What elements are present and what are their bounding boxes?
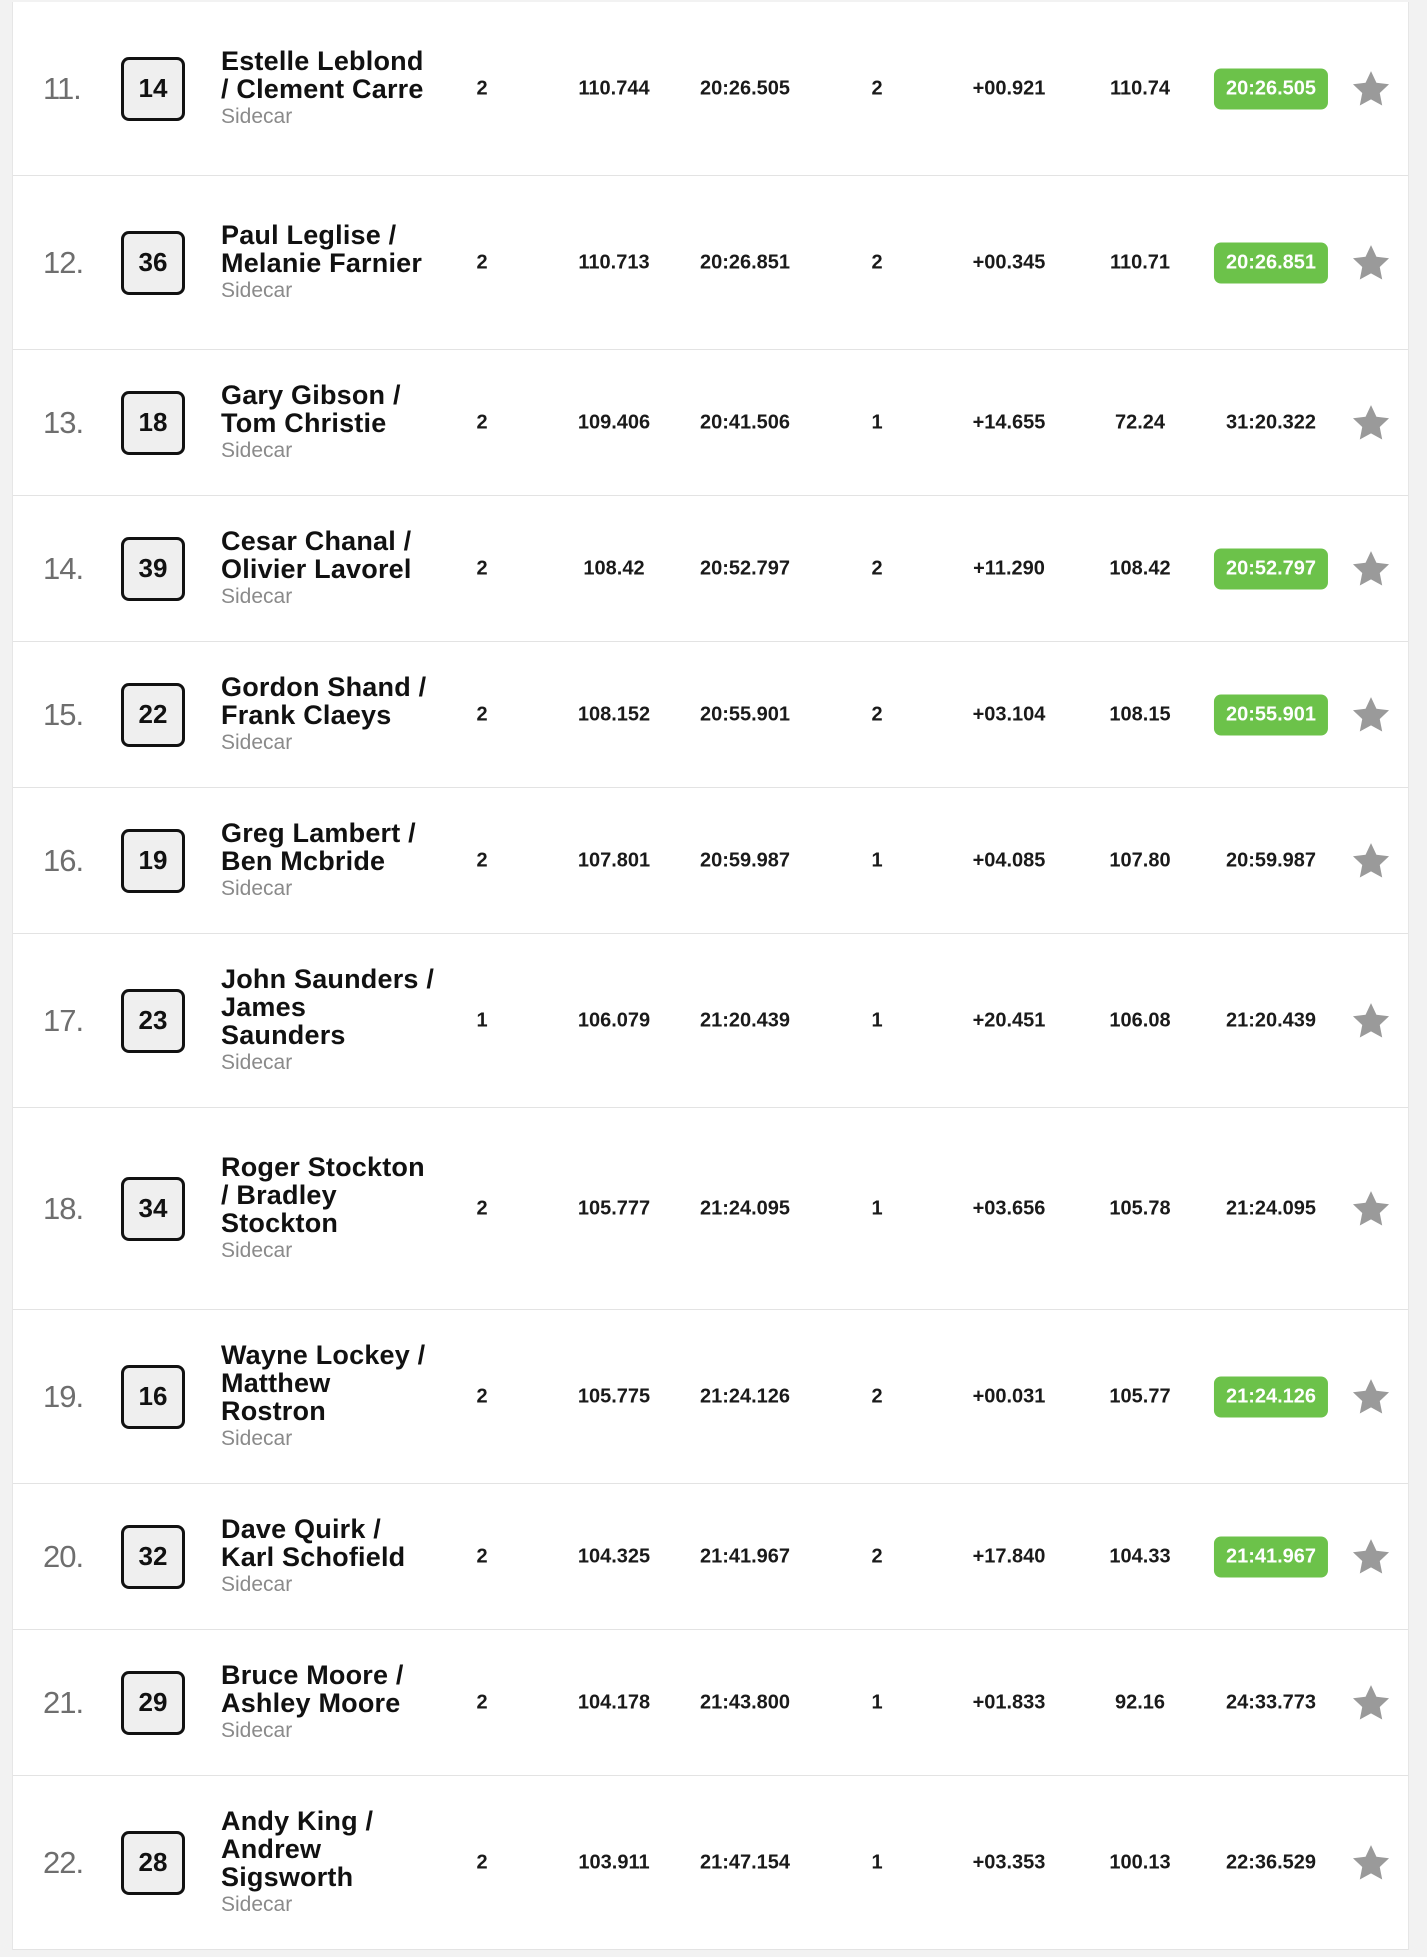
average-speed: 108.42 <box>583 557 645 579</box>
average-speed: 109.406 <box>577 411 651 433</box>
star-icon[interactable] <box>1350 1536 1392 1578</box>
rider-class: Sidecar <box>221 278 293 302</box>
race-time: 21:41.967 <box>699 1545 791 1567</box>
race-number: 36 <box>138 247 168 277</box>
rider-name[interactable]: Gary Gibson / Tom Christie <box>221 379 401 438</box>
rider-class: Sidecar <box>221 1718 293 1742</box>
star-icon[interactable] <box>1350 68 1392 110</box>
rider-info <box>221 965 436 1077</box>
laps: 2 <box>476 703 488 725</box>
gap: +11.290 <box>973 557 1045 579</box>
laps: 2 <box>476 251 488 273</box>
star-icon[interactable] <box>1350 840 1392 882</box>
race-time: 20:55.901 <box>699 703 791 725</box>
best-lap-number: 1 <box>871 1197 883 1219</box>
rider-name[interactable]: Estelle Leblond / Clement Carre <box>221 45 424 104</box>
rider-class: Sidecar <box>221 438 293 462</box>
race-number-badge <box>121 1525 185 1589</box>
star-icon[interactable] <box>1350 1188 1392 1230</box>
position: 21. <box>43 1684 84 1720</box>
rider-name[interactable]: John Saunders / James Saunders <box>221 963 435 1050</box>
best-lap-number: 1 <box>871 1691 883 1713</box>
position: 14. <box>43 550 84 586</box>
rider-class: Sidecar <box>221 584 293 608</box>
rider-info <box>221 221 436 305</box>
star-icon[interactable] <box>1350 242 1392 284</box>
best-lap-number: 2 <box>871 1545 883 1567</box>
gap: +00.031 <box>972 1385 1046 1407</box>
position: 18. <box>43 1190 84 1226</box>
position: 17. <box>43 1002 84 1038</box>
laps: 2 <box>476 77 488 99</box>
best-lap-number: 2 <box>871 703 883 725</box>
average-speed: 105.777 <box>577 1197 651 1219</box>
table-row[interactable] <box>13 176 1408 350</box>
rider-name[interactable]: Roger Stockton / Bradley Stockton <box>221 1151 425 1238</box>
best-lap-number: 1 <box>871 411 883 433</box>
best-lap-time: 22:36.529 <box>1225 1851 1317 1873</box>
best-lap-speed: 107.80 <box>1109 849 1171 871</box>
best-lap-time: 31:20.322 <box>1225 411 1317 433</box>
best-lap-number: 1 <box>871 1851 883 1873</box>
race-number-badge <box>121 391 185 455</box>
race-number: 18 <box>138 407 168 437</box>
best-lap-number: 1 <box>871 1009 883 1031</box>
best-lap-speed: 108.15 <box>1109 703 1171 725</box>
average-speed: 110.713 <box>578 251 650 273</box>
table-row[interactable] <box>13 1630 1408 1776</box>
gap: +00.921 <box>972 77 1046 99</box>
rider-class: Sidecar <box>221 104 293 128</box>
best-lap-number: 2 <box>871 77 883 99</box>
best-lap-time-badge: 21:24.126 <box>1214 1376 1328 1417</box>
gap: +17.840 <box>972 1545 1046 1567</box>
average-speed: 104.325 <box>577 1545 651 1567</box>
average-speed: 104.178 <box>577 1691 651 1713</box>
gap: +01.833 <box>972 1691 1046 1713</box>
best-lap-time-badge: 20:52.797 <box>1214 548 1328 589</box>
rider-info <box>221 1153 436 1265</box>
race-number: 29 <box>138 1687 168 1717</box>
position: 16. <box>43 842 84 878</box>
race-number-badge <box>121 1177 185 1241</box>
best-lap-number: 2 <box>871 557 883 579</box>
average-speed: 107.801 <box>577 849 651 871</box>
race-time: 21:43.800 <box>699 1691 791 1713</box>
race-number: 39 <box>138 553 168 583</box>
rider-info <box>221 1341 436 1453</box>
race-time: 21:20.439 <box>699 1009 791 1031</box>
best-lap-speed: 100.13 <box>1109 1851 1171 1873</box>
table-row[interactable] <box>13 1484 1408 1630</box>
rider-class: Sidecar <box>221 1426 293 1450</box>
best-lap-time-badge: 20:55.901 <box>1214 694 1328 735</box>
race-number-badge <box>121 1365 185 1429</box>
race-number: 19 <box>138 845 168 875</box>
best-lap-speed: 110.74 <box>1109 77 1171 99</box>
average-speed: 110.744 <box>578 77 650 99</box>
results-table <box>12 2 1409 1950</box>
rider-info <box>221 1661 436 1745</box>
gap: +04.085 <box>972 849 1046 871</box>
position: 12. <box>43 244 84 280</box>
laps: 2 <box>476 1851 488 1873</box>
gap: +00.345 <box>972 251 1046 273</box>
table-row[interactable] <box>13 1108 1408 1310</box>
table-row[interactable] <box>13 350 1408 496</box>
best-lap-speed: 72.24 <box>1114 411 1166 433</box>
laps: 2 <box>476 557 488 579</box>
gap: +14.655 <box>972 411 1046 433</box>
star-icon[interactable] <box>1350 1000 1392 1042</box>
rider-class: Sidecar <box>221 1892 293 1916</box>
table-row[interactable] <box>13 642 1408 788</box>
rider-info <box>221 673 436 757</box>
average-speed: 106.079 <box>577 1009 651 1031</box>
race-number: 28 <box>138 1847 168 1877</box>
race-number-badge <box>121 1671 185 1735</box>
table-row[interactable] <box>13 496 1408 642</box>
star-icon[interactable] <box>1350 548 1392 590</box>
race-number-badge <box>121 683 185 747</box>
race-number: 34 <box>138 1193 168 1223</box>
best-lap-speed: 108.42 <box>1109 557 1171 579</box>
race-time: 20:26.505 <box>699 77 791 99</box>
gap: +03.656 <box>972 1197 1046 1219</box>
rider-class: Sidecar <box>221 730 293 754</box>
position: 15. <box>43 696 84 732</box>
table-row[interactable] <box>13 2 1408 176</box>
laps: 2 <box>476 1385 488 1407</box>
star-icon[interactable] <box>1350 402 1392 444</box>
race-time: 21:24.126 <box>699 1385 791 1407</box>
position: 19. <box>43 1378 84 1414</box>
laps: 2 <box>476 1691 488 1713</box>
laps: 2 <box>476 1197 488 1219</box>
laps: 2 <box>476 411 488 433</box>
gap: +20.451 <box>972 1009 1046 1031</box>
race-time: 20:59.987 <box>699 849 791 871</box>
laps: 1 <box>476 1009 488 1031</box>
race-number-badge <box>121 231 185 295</box>
best-lap-time-badge: 20:26.505 <box>1214 68 1328 109</box>
best-lap-time-badge: 20:26.851 <box>1214 242 1328 283</box>
rider-class: Sidecar <box>221 876 293 900</box>
average-speed: 105.775 <box>577 1385 651 1407</box>
best-lap-time: 24:33.773 <box>1225 1691 1317 1713</box>
star-icon[interactable] <box>1350 1842 1392 1884</box>
rider-class: Sidecar <box>221 1050 293 1074</box>
position: 22. <box>43 1844 84 1880</box>
best-lap-time: 21:20.439 <box>1225 1009 1317 1031</box>
rider-name[interactable]: Bruce Moore / Ashley Moore <box>221 1659 404 1718</box>
star-icon[interactable] <box>1350 1376 1392 1418</box>
rider-name[interactable]: Cesar Chanal / Olivier Lavorel <box>221 525 412 584</box>
race-number: 16 <box>138 1381 168 1411</box>
best-lap-number: 2 <box>871 1385 883 1407</box>
rider-info <box>221 47 436 131</box>
laps: 2 <box>476 849 488 871</box>
race-number: 32 <box>138 1541 168 1571</box>
best-lap-speed: 92.16 <box>1114 1691 1166 1713</box>
race-number-badge <box>121 989 185 1053</box>
gap: +03.353 <box>972 1851 1046 1873</box>
best-lap-speed: 105.77 <box>1109 1385 1171 1407</box>
race-time: 21:24.095 <box>699 1197 791 1219</box>
race-number-badge <box>121 57 185 121</box>
rider-info <box>221 527 436 611</box>
best-lap-speed: 106.08 <box>1109 1009 1171 1031</box>
rider-name[interactable]: Greg Lambert / Ben Mcbride <box>221 817 416 876</box>
rider-name[interactable]: Gordon Shand / Frank Claeys <box>221 671 427 730</box>
star-icon[interactable] <box>1350 1682 1392 1724</box>
race-number: 23 <box>138 1005 168 1035</box>
best-lap-time-badge: 21:41.967 <box>1214 1536 1328 1577</box>
best-lap-speed: 104.33 <box>1109 1545 1171 1567</box>
rider-name[interactable]: Andy King / Andrew Sigsworth <box>221 1805 374 1892</box>
race-time: 21:47.154 <box>699 1851 791 1873</box>
position: 11. <box>43 70 81 106</box>
rider-class: Sidecar <box>221 1238 293 1262</box>
rider-name[interactable]: Dave Quirk / Karl Schofield <box>221 1513 406 1572</box>
table-row[interactable] <box>13 934 1408 1108</box>
table-row[interactable] <box>13 788 1408 934</box>
average-speed: 103.911 <box>578 1851 650 1873</box>
race-number-badge <box>121 537 185 601</box>
rider-name[interactable]: Paul Leglise / Melanie Farnier <box>221 219 423 278</box>
gap: +03.104 <box>972 703 1046 725</box>
best-lap-time: 21:24.095 <box>1225 1197 1317 1219</box>
race-time: 20:41.506 <box>699 411 791 433</box>
rider-info <box>221 819 436 903</box>
best-lap-time: 20:59.987 <box>1225 849 1317 871</box>
average-speed: 108.152 <box>577 703 651 725</box>
rider-name[interactable]: Wayne Lockey / Matthew Rostron <box>221 1339 426 1426</box>
race-time: 20:26.851 <box>699 251 791 273</box>
rider-info <box>221 381 436 465</box>
laps: 2 <box>476 1545 488 1567</box>
best-lap-speed: 110.71 <box>1109 251 1171 273</box>
race-number-badge <box>121 829 185 893</box>
position: 13. <box>43 404 84 440</box>
rider-info <box>221 1807 436 1919</box>
race-number: 22 <box>138 699 168 729</box>
table-row[interactable] <box>13 1310 1408 1484</box>
rider-class: Sidecar <box>221 1572 293 1596</box>
rider-info <box>221 1515 436 1599</box>
position: 20. <box>43 1538 84 1574</box>
star-icon[interactable] <box>1350 694 1392 736</box>
best-lap-number: 2 <box>871 251 883 273</box>
table-row[interactable] <box>13 1776 1408 1950</box>
race-number: 14 <box>138 73 168 103</box>
race-time: 20:52.797 <box>699 557 791 579</box>
best-lap-speed: 105.78 <box>1109 1197 1171 1219</box>
race-number-badge <box>121 1831 185 1895</box>
best-lap-number: 1 <box>871 849 883 871</box>
